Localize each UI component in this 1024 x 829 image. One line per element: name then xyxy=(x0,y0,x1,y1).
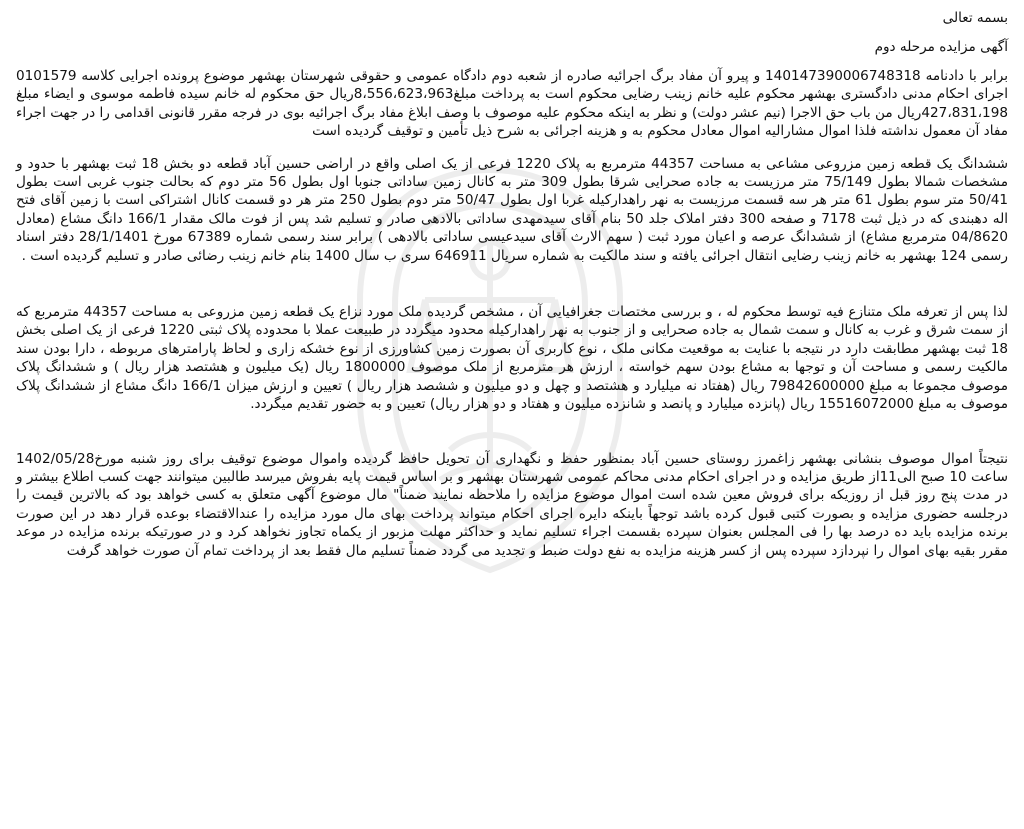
paragraph-property-description: ششدانگ یک قطعه زمین مزروعی مشاعی به مساحت 44357 مترمربع به پلاک 1220 فرعی از یک اصلی واقع در اراضی حسین آباد قطعه دو بخش 18 ثبت بهشهر با حدود و مشخصات شمالا بطول 75/149 متر مرزیست به جاده صحرایی شرقا بطول 309 متر به کانال زمین ساداتی جنوبا اول بطول 56 متر دوم که بحالت جنوب غربی است بطول 50/41 متر سوم بطول 61 متر هر سه قسمت مرزیست به نهر راهدارکیله غربا اول بطول 50/47 متر دوم بطول 250 متر هر دو قسمت کانال اشتراکی است با زمین آقای فتح اله دهبندی که در ذیل ثبت 7178 و صفحه 300 دفتر املاک جلد 50 بنام آقای سیدمهدی ساداتی بالادهی صادر و تسلیم شد پس از فوت مالک مقدار 166/1 دانگ مشاع (معادل 04/8620 مترمربع مشاع) از ششدانگ عرصه و اعیان مورد ثبت ( سهم الارث آقای سیدعیسی ساداتی بالادهی ) برابر سند رسمی شماره 67389 مورخ 28/1/1401 دفتر اسناد رسمی 124 بهشهر به خانم زینب رضایی انتقال اجرائی یافته و سند مالکیت به شماره سریال 646911 سری ب سال 1400 بنام خانم زینب رضائی صادر و تسلیم گردیده است . xyxy=(16,155,1009,264)
paragraph-valuation: لذا پس از تعرفه ملک متنازع فیه توسط محکوم له ، و بررسی مختصات جغرافیایی آن ، مشخص گردیده ملک مورد نزاع یک قطعه زمین مزروعی به مساحت 44357 مترمربع که از سمت شرق و غرب به کانال و سمت شمال به جاده صحرایی و از جنوب به نهر راهدارکیله محدود میگردد در طبیعت عملا با محدوده پلاک ثبتی 1220 فرعی از یک اصلی بخش 18 ثبت بهشهر مطابقت دارد در نتیجه با عنایت به موقعیت مکانی ملک ، نوع کاربری آن بصورت زمین کشاورزی از نوع خشکه زاری و لحاظ پارامترهای مربوطه ، دارا بودن سند مالکیت رسمی و مساحت آن و توجها به مشاع بودن سهم خواسته ، ارزش هر مترمربع از ملک موصوف 1800000 ریال (یک میلیون و هشتصد هزار ریال ) و ششدانگ پلاک موصوف مجموعا به مبلغ 79842600000 ریال (هفتاد نه میلیارد و هشتصد و چهل و دو میلیون و ششصد هزار ریال ) تعیین و ارزش میزان 166/1 دانگ مشاع از ششدانگ پلاک موصوف به مبلغ 15516072000 ریال (پانزده میلیارد و پانصد و شانزده میلیون و هفتاد و دو هزار ریال) تعیین و به حضور تقدیم میگردد. xyxy=(16,304,1009,413)
bismillah-heading: بسمه تعالی xyxy=(942,10,1008,26)
paragraph-judgment: برابر با دادنامه 140147390006748318 و پیرو آن مفاد برگ اجرائیه صادره از شعبه دوم دادگاه عمومی و حقوقی شهرستان بهشهر موضوع پرونده اجرایی کلاسه 0101579 اجرای احکام مدنی دادگستری بهشهر محکوم علیه خانم زینب رضایی محکوم است به پرداخت مبلغ8،556،623،963ریال حق محکوم له خانم سیده فاطمه موسوی و ایضاء مبلغ 427،831،198ریال من باب حق الاجرا (نیم عشر دولت) و نظر به اینکه محکوم علیه موصوف با وصف ابلاغ مفاد برگ اجرائیه بوی در فرجه مقرر قانونی اقدامی را در جهت اجراء مفاد آن معمول نداشته فلذا اموال مشارالیه اموال معادل محکوم به و هزینه اجرائی به شرح ذیل تأمین و توقیف گردیده است xyxy=(16,68,1008,140)
notice-document xyxy=(16,6,1008,560)
paragraph-auction-terms: نتیجتاً اموال موصوف بنشانی بهشهر زاغمرز روستای حسین آباد بمنظور حفظ و نگهداری آن تحویل حافظ گردیده واموال موضوع توقیف برای روز شنبه مورخ1402/05/28 ساعت 10 صبح الی11از طریق مزایده و در اجرای احکام مدنی محاکم عمومی شهرستان بهشهر و بر اساس قیمت پایه بفروش میرسد طالبین میتوانند جهت کسب اطلاع بیشتر و در مدت پنج روز قبل از روزیکه برای فروش معین شده است اموال موضوع مزایده را ملاحظه نمایند ضمناً" مال موضوع آگهی متعلق به کسی خواهد بود که بالاترین قیمت را درجلسه حضوری مزایده و بصورت کتبی قبول کرده باشد توجهاً باینکه دایره اجرای احکام میتواند پرداخت بهای مال مورد مزایده را عندالاقتضاء بوعده قرار دهد در این صورت برنده مزایده باید ده درصد بها را فی المجلس بعنوان سپرده بقسمت اجراء تسلیم نماید و حداکثر مهلت مزبور از یکماه تجاوز نخواهد کرد و در صورتیکه برنده مزایده در موعد مقرر بقیه بهای اموال را نپردازد سپرده پس از کسر هزینه مزایده به نفع دولت ضبط و تجدید می گردد ضمناً تسلیم مال فقط بعد از پرداخت تمام آن صورت خواهد گرفت xyxy=(16,450,1009,559)
notice-title: آگهی مزایده مرحله دوم xyxy=(874,39,1008,55)
